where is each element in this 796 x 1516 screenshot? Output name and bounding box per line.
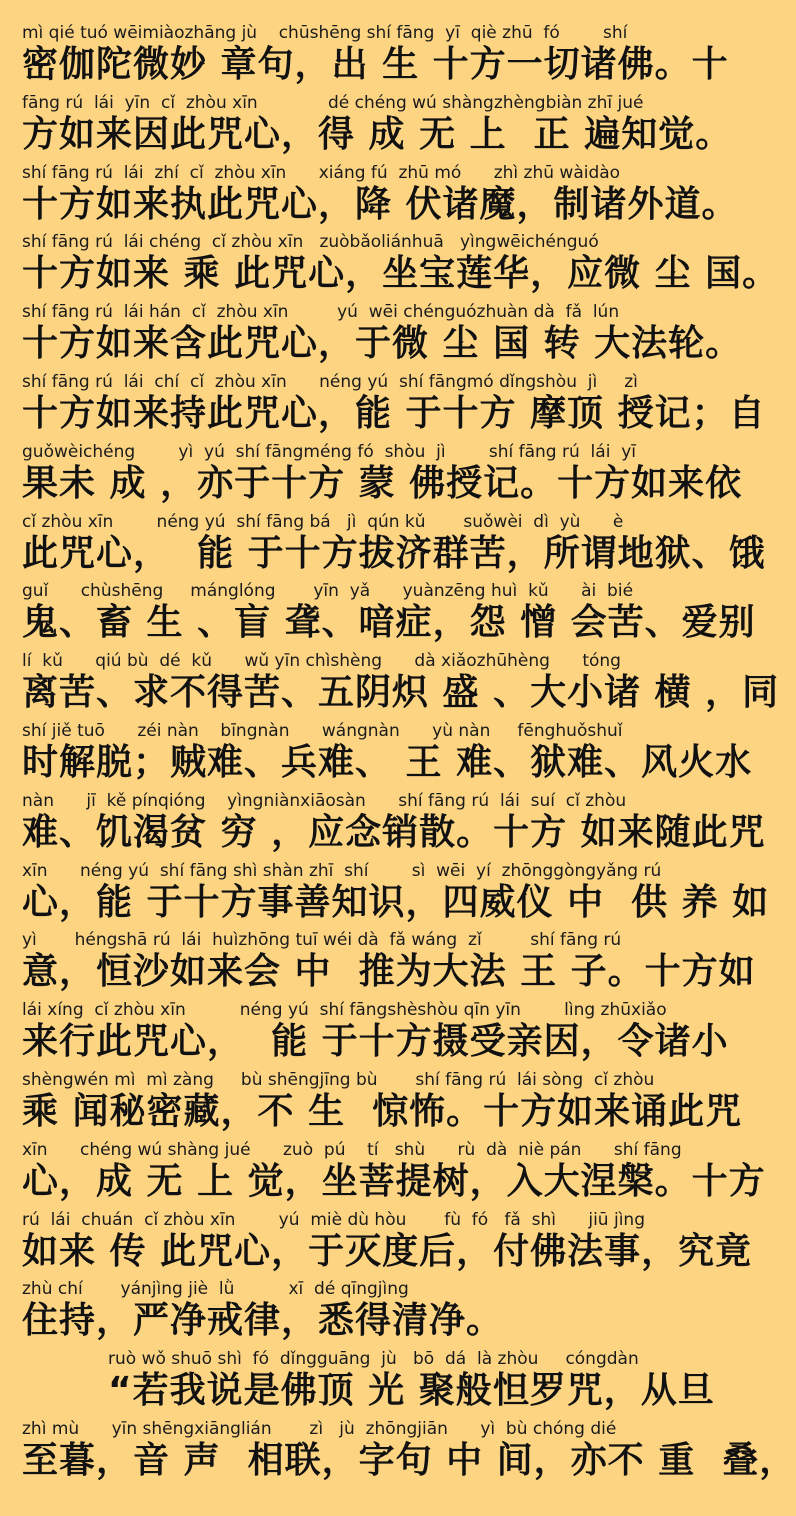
text-line <box>0 231 780 301</box>
chinese-text: 十方如来执此咒心，降 伏诸魔，制诸外道。 <box>22 183 739 225</box>
chinese-text: 至暮，音 声 相联，字句 中 间，亦不 重 叠， <box>22 1439 796 1481</box>
pinyin-annotation: shí fāng rú lái chéng cǐ zhòu xīn zuòbǎoliánhuā yìngwēichénguó <box>22 232 599 253</box>
text-line <box>0 1418 796 1488</box>
pinyin-annotation: xīn chéng wú shàng jué zuò pú tí shù rù dà niè pán shí fāng <box>22 1139 682 1160</box>
text-line <box>0 580 756 650</box>
text-line <box>0 790 766 860</box>
pinyin-annotation: nàn jī kě pínqióng yìngniànxiāosàn shí fāng rú lái suí cǐ zhòu <box>22 790 627 811</box>
pinyin-annotation: guǒwèichéng yì yú shí fāngméng fó shòu jì shí fāng rú lái yī <box>22 441 637 462</box>
text-line <box>0 371 766 441</box>
pinyin-annotation: shí fāng rú lái hán cǐ zhòu xīn yú wēi chénguózhuàn dà fǎ lún <box>22 302 620 323</box>
text-line <box>0 162 739 232</box>
chinese-text: 心，成 无 上 觉，坐菩提树，入大涅槃。十方 <box>22 1160 766 1202</box>
pinyin-annotation: rú lái chuán cǐ zhòu xīn yú miè dù hòu fù fó fǎ shì jiū jìng <box>22 1209 645 1230</box>
chinese-text: 方如来因此咒心，得 成 无 上 正 遍知觉。 <box>22 113 733 155</box>
pinyin-annotation: shí fāng rú lái chí cǐ zhòu xīn néng yú shí fāngmó dǐngshòu jì zì <box>22 371 638 392</box>
text-line <box>0 1139 766 1209</box>
text-line <box>0 1278 720 1348</box>
chinese-text: 十方如来含此咒心，于微 尘 国 转 大法轮。 <box>22 323 743 365</box>
pinyin-annotation: shí fāng rú lái zhí cǐ zhòu xīn xiáng fú zhū mó zhì zhū wàidào <box>22 162 621 183</box>
text-line <box>0 999 729 1069</box>
text-line <box>0 1209 753 1279</box>
chinese-text: 住持，严净戒律，悉得清净。 <box>22 1300 504 1342</box>
pinyin-annotation: ruò wǒ shuō shì fó dǐngguāng jù bō dá là zhòu cóngdàn <box>108 1349 639 1370</box>
pinyin-annotation: lí kǔ qiú bù dé kǔ wǔ yīn chìshèng dà xiǎozhūhèng tóng <box>22 651 621 672</box>
text-line <box>0 929 756 999</box>
chinese-text: “若我说是佛顶 光 聚般怛罗咒，从旦 <box>108 1370 715 1412</box>
text-line <box>0 441 743 511</box>
pinyin-annotation: xīn néng yú shí fāng shì shàn zhī shí sì wēi yí zhōnggòngyǎng rú <box>22 860 662 881</box>
chinese-text: 难、饥渴贫 穷 ，应念销散。十方 如来随此咒 <box>22 811 766 853</box>
pinyin-annotation: guǐ chùshēng mánglóng yīn yǎ yuànzēng huì kǔ ài bié <box>22 581 634 602</box>
chinese-text: 乘 闻秘密藏，不 生 惊怖。十方如来诵此咒 <box>22 1090 743 1132</box>
text-line <box>0 1348 720 1418</box>
chinese-text: 十方如来持此咒心，能 于十方 摩顶 授记；自 <box>22 392 766 434</box>
pinyin-annotation: cǐ zhòu xīn néng yú shí fāng bá jì qún kǔ suǒwèi dì yù è <box>22 511 624 532</box>
pinyin-annotation: fāng rú lái yīn cǐ zhòu xīn dé chéng wú shàngzhèngbiàn zhī jué <box>22 92 644 113</box>
chinese-text: 鬼、畜 生 、盲 聋、喑症，怨 憎 会苦、爱别 <box>22 602 756 644</box>
text-line <box>0 720 753 790</box>
pinyin-annotation: mì qié tuó wēimiàozhāng jù chūshēng shí fāng yī qiè zhū fó shí <box>22 23 628 43</box>
text-line <box>0 650 780 720</box>
chinese-text: 时解脱；贼难、兵难、 王 难、狱难、风火水 <box>22 741 753 783</box>
text-line <box>0 92 733 162</box>
chinese-text: 如来 传 此咒心，于灭度后，付佛法事，究竟 <box>22 1230 753 1272</box>
pinyin-annotation: shèngwén mì mì zàng bù shēngjīng bù shí fāng rú lái sòng cǐ zhòu <box>22 1069 655 1090</box>
chinese-text: 心，能 于十方事善知识，四威仪 中 供 养 如 <box>22 881 770 923</box>
chinese-text: 果未 成 ，亦于十方 蒙 佛授记。十方如来依 <box>22 462 743 504</box>
chinese-text: 来行此咒心， 能 于十方摄受亲因，令诸小 <box>22 1021 729 1063</box>
pinyin-annotation: zhì mù yīn shēngxiānglián zì jù zhōngjiān yì bù chóng dié <box>22 1418 617 1439</box>
text-body <box>0 22 796 1488</box>
pinyin-annotation: shí jiě tuō zéi nàn bīngnàn wángnàn yù nàn fēnghuǒshuǐ <box>22 720 623 741</box>
chinese-text: 密伽陀微妙 章句，出 生 十方一切诸佛。十 <box>22 44 729 85</box>
text-line <box>0 22 729 92</box>
text-line <box>0 511 766 581</box>
text-line <box>0 1069 743 1139</box>
chinese-text: 十方如来 乘 此咒心，坐宝莲华，应微 尘 国。 <box>22 253 780 295</box>
chinese-text: 此咒心， 能 于十方拔济群苦，所谓地狱、饿 <box>22 532 766 574</box>
text-line <box>0 301 743 371</box>
pinyin-annotation: yì héngshā rú lái huìzhōng tuī wéi dà fǎ wáng zǐ shí fāng rú <box>22 930 622 951</box>
chinese-text: 离苦、求不得苦、五阴炽 盛 、大小诸 横 ，同 <box>22 672 780 714</box>
pinyin-annotation: lái xíng cǐ zhòu xīn néng yú shí fāngshèshòu qīn yīn lìng zhūxiǎo <box>22 1000 667 1021</box>
text-line <box>0 860 770 930</box>
pinyin-annotation: zhù chí yánjìng jiè lǜ xī dé qīngjìng <box>22 1279 409 1300</box>
chinese-text: 意，恒沙如来会 中 推为大法 王 子。十方如 <box>22 951 756 993</box>
